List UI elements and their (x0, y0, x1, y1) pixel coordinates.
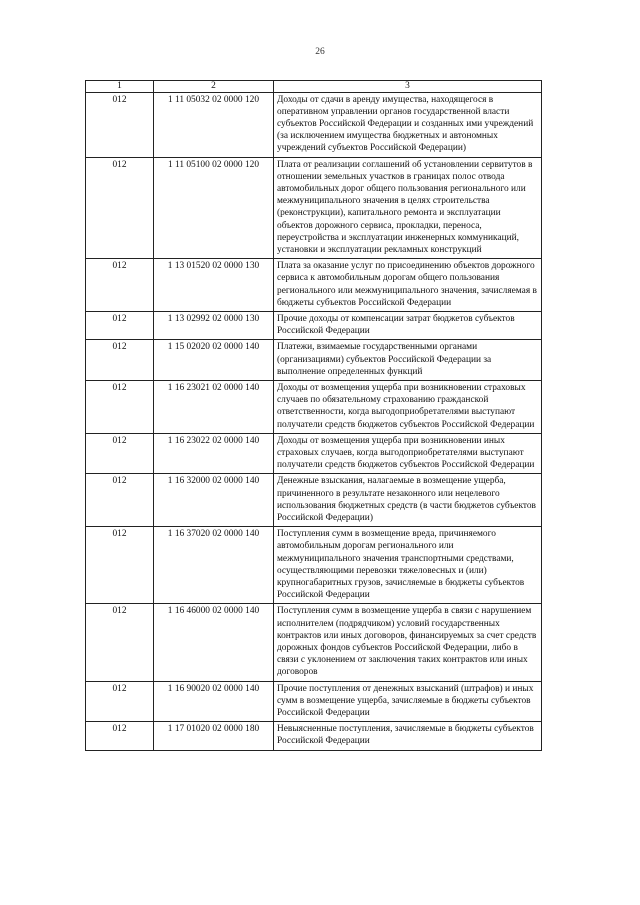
admin-code-cell: 012 (86, 722, 154, 750)
table-row (86, 722, 542, 750)
table-row (86, 474, 542, 527)
admin-code-cell: 012 (86, 474, 154, 527)
revenue-description-cell: Денежные взыскания, налагаемые в возмещение ущерба, причиненного в результате незаконного или нецелевого использования бюджетных средств (в части бюджетов субъектов Российской Федерации) (274, 474, 542, 527)
budget-code-cell: 1 16 46000 02 0000 140 (154, 604, 274, 681)
table-header-row (86, 81, 542, 93)
table-row (86, 604, 542, 681)
revenue-description-cell: Платежи, взимаемые государственными органами (организациями) субъектов Российской Федерации за выполнение определенных функций (274, 340, 542, 381)
table-row (86, 433, 542, 474)
budget-code-cell: 1 11 05032 02 0000 120 (154, 92, 274, 157)
admin-code-cell: 012 (86, 92, 154, 157)
table-row (86, 527, 542, 604)
admin-code-cell: 012 (86, 340, 154, 381)
header-col-1: 1 (86, 81, 154, 93)
admin-code-cell: 012 (86, 311, 154, 339)
page-number: 26 (315, 47, 325, 57)
budget-code-cell: 1 16 23022 02 0000 140 (154, 433, 274, 474)
revenue-description-cell: Доходы от сдачи в аренду имущества, находящегося в оперативном управлении органов государственной власти субъектов Российской Федерации и созданных ими учреждений (за исключением имущества бюджетных и автономных учреждений субъектов Российской Федерации) (274, 92, 542, 157)
admin-code-cell: 012 (86, 380, 154, 433)
revenue-description-cell: Прочие доходы от компенсации затрат бюджетов субъектов Российской Федерации (274, 311, 542, 339)
budget-code-cell: 1 16 23021 02 0000 140 (154, 380, 274, 433)
table-row (86, 157, 542, 259)
budget-code-cell: 1 16 32000 02 0000 140 (154, 474, 274, 527)
budget-code-cell: 1 13 01520 02 0000 130 (154, 259, 274, 312)
revenue-description-cell: Плата за оказание услуг по присоединению объектов дорожного сервиса к автомобильным дорогам общего пользования регионального или межмуниципального значения, зачисляемая в бюджеты субъектов Российской Федерации (274, 259, 542, 312)
admin-code-cell: 012 (86, 259, 154, 312)
admin-code-cell: 012 (86, 681, 154, 722)
budget-code-cell: 1 11 05100 02 0000 120 (154, 157, 274, 259)
revenue-description-cell: Доходы от возмещения ущерба при возникновении иных страховых случаев, когда выгодоприобретателями выступают получатели средств бюджетов субъектов Российской Федерации (274, 433, 542, 474)
table-row (86, 259, 542, 312)
budget-code-cell: 1 13 02992 02 0000 130 (154, 311, 274, 339)
budget-code-cell: 1 16 90020 02 0000 140 (154, 681, 274, 722)
budget-code-cell: 1 16 37020 02 0000 140 (154, 527, 274, 604)
admin-code-cell: 012 (86, 604, 154, 681)
revenue-description-cell: Прочие поступления от денежных взысканий (штрафов) и иных сумм в возмещение ущерба, зачисляемые в бюджеты субъектов Российской Федерации (274, 681, 542, 722)
header-col-2: 2 (154, 81, 274, 93)
budget-code-cell: 1 15 02020 02 0000 140 (154, 340, 274, 381)
table-row (86, 681, 542, 722)
header-col-3: 3 (274, 81, 542, 93)
admin-code-cell: 012 (86, 433, 154, 474)
revenue-codes-table (85, 80, 542, 751)
table-row (86, 380, 542, 433)
budget-code-cell: 1 17 01020 02 0000 180 (154, 722, 274, 750)
table-row (86, 92, 542, 157)
revenue-description-cell: Поступления сумм в возмещение ущерба в связи с нарушением исполнителем (подрядчиком) условий государственных контрактов или иных договоров, финансируемых за счет средств дорожных фондов субъектов Российской Федерации, либо в связи с уклонением от заключения таких контрактов или иных договоров (274, 604, 542, 681)
table-row (86, 340, 542, 381)
table-row (86, 311, 542, 339)
admin-code-cell: 012 (86, 527, 154, 604)
admin-code-cell: 012 (86, 157, 154, 259)
revenue-description-cell: Плата от реализации соглашений об установлении сервитутов в отношении земельных участков в границах полос отвода автомобильных дорог общего пользования регионального или межмуниципального значения в целях строительства (реконструкции), капитального ремонта и эксплуатации объектов дорожного сервиса, прокладки, переноса, переустройства и эксплуатации инженерных коммуникаций, установки и эксплуатации рекламных конструкций (274, 157, 542, 259)
revenue-description-cell: Поступления сумм в возмещение вреда, причиняемого автомобильным дорогам регионального или межмуниципального значения транспортными средствами, осуществляющими перевозки тяжеловесных и (или) крупногабаритных грузов, зачисляемые в бюджеты субъектов Российской Федерации (274, 527, 542, 604)
revenue-description-cell: Невыясненные поступления, зачисляемые в бюджеты субъектов Российской Федерации (274, 722, 542, 750)
revenue-description-cell: Доходы от возмещения ущерба при возникновении страховых случаев по обязательному страхованию гражданской ответственности, когда выгодоприобретателями выступают получатели средств бюджетов субъектов Российской Федерации (274, 380, 542, 433)
